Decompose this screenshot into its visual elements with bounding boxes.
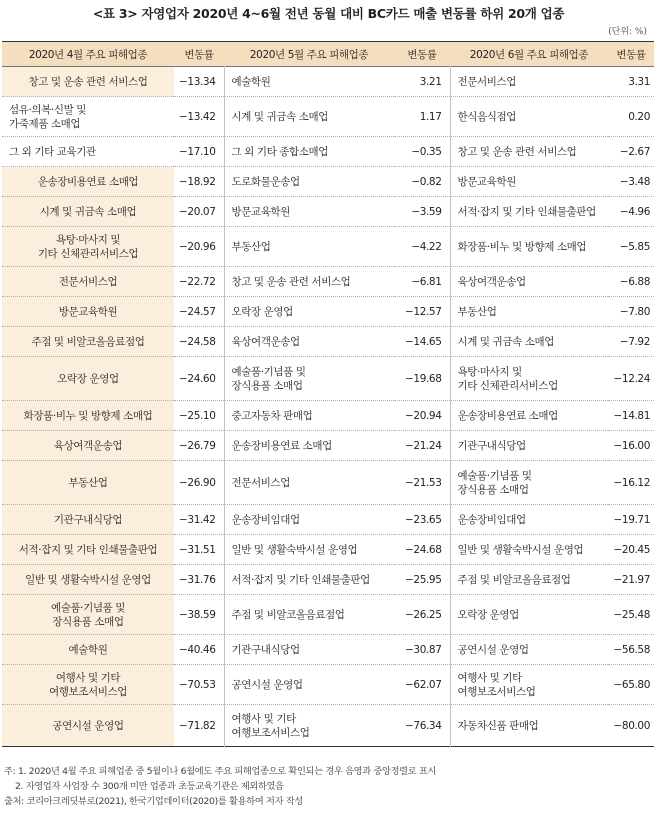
- june-industry-cell: 공연시설 운영업: [450, 635, 608, 665]
- may-industry-cell: 여행사 및 기타 여행보조서비스업: [224, 705, 394, 747]
- april-rate-cell: −20.96: [174, 227, 224, 267]
- june-industry-cell: 일반 및 생활숙박시설 운영업: [450, 535, 608, 565]
- april-industry-cell: 예술학원: [2, 635, 174, 665]
- april-rate-cell: −31.51: [174, 535, 224, 565]
- may-rate-cell: 3.21: [394, 67, 450, 97]
- april-rate-cell: −70.53: [174, 665, 224, 705]
- may-industry-cell: 전문서비스업: [224, 461, 394, 505]
- april-industry-cell: 운송장비용연료 소매업: [2, 167, 174, 197]
- table-row: [2, 461, 654, 505]
- april-rate-cell: −40.46: [174, 635, 224, 665]
- table-row: [2, 357, 654, 401]
- june-industry-cell: 운송장비임대업: [450, 505, 608, 535]
- april-industry-cell: 예술품·기념품 및 장식용품 소매업: [2, 595, 174, 635]
- april-industry-cell: 일반 및 생활숙박시설 운영업: [2, 565, 174, 595]
- april-industry-cell: 화장품·비누 및 방향제 소매업: [2, 401, 174, 431]
- june-industry-cell: 운송장비용연료 소매업: [450, 401, 608, 431]
- may-rate-cell: −6.81: [394, 267, 450, 297]
- june-rate-cell: −6.88: [608, 267, 654, 297]
- may-rate-cell: −21.24: [394, 431, 450, 461]
- may-industry-cell: 중고자동차 판매업: [224, 401, 394, 431]
- april-rate-cell: −22.72: [174, 267, 224, 297]
- april-rate-cell: −24.58: [174, 327, 224, 357]
- source-note: 출처: 코리아크레딧뷰로(2021), 한국기업데이터(2020)를 활용하여 저자 작성: [4, 796, 303, 807]
- april-industry-cell: 여행사 및 기타 여행보조서비스업: [2, 665, 174, 705]
- june-rate-cell: −14.81: [608, 401, 654, 431]
- table-row: [2, 505, 654, 535]
- june-industry-cell: 방문교육학원: [450, 167, 608, 197]
- june-rate-cell: −3.48: [608, 167, 654, 197]
- june-industry-cell: 화장품·비누 및 방향제 소매업: [450, 227, 608, 267]
- header-april-rate: 변동률: [174, 42, 224, 67]
- april-rate-cell: −13.34: [174, 67, 224, 97]
- april-rate-cell: −26.90: [174, 461, 224, 505]
- may-industry-cell: 창고 및 운송 관련 서비스업: [224, 267, 394, 297]
- table-row: [2, 327, 654, 357]
- may-rate-cell: −26.25: [394, 595, 450, 635]
- june-industry-cell: 전문서비스업: [450, 67, 608, 97]
- header-june-rate: 변동률: [608, 42, 654, 67]
- table-row: [2, 267, 654, 297]
- may-industry-cell: 부동산업: [224, 227, 394, 267]
- may-rate-cell: 1.17: [394, 97, 450, 137]
- may-rate-cell: −76.34: [394, 705, 450, 747]
- may-industry-cell: 오락장 운영업: [224, 297, 394, 327]
- may-rate-cell: −3.59: [394, 197, 450, 227]
- april-industry-cell: 방문교육학원: [2, 297, 174, 327]
- june-rate-cell: −4.96: [608, 197, 654, 227]
- may-rate-cell: −25.95: [394, 565, 450, 595]
- june-rate-cell: −5.85: [608, 227, 654, 267]
- april-industry-cell: 그 외 기타 교육기관: [2, 137, 174, 167]
- may-industry-cell: 예술품·기념품 및 장식용품 소매업: [224, 357, 394, 401]
- june-industry-cell: 기관구내식당업: [450, 431, 608, 461]
- may-industry-cell: 그 외 기타 종합소매업: [224, 137, 394, 167]
- june-rate-cell: −25.48: [608, 595, 654, 635]
- may-industry-cell: 방문교육학원: [224, 197, 394, 227]
- april-industry-cell: 기관구내식당업: [2, 505, 174, 535]
- may-industry-cell: 공연시설 운영업: [224, 665, 394, 705]
- april-rate-cell: −24.57: [174, 297, 224, 327]
- may-rate-cell: −23.65: [394, 505, 450, 535]
- may-industry-cell: 운송장비임대업: [224, 505, 394, 535]
- june-rate-cell: 0.20: [608, 97, 654, 137]
- april-industry-cell: 공연시설 운영업: [2, 705, 174, 747]
- may-rate-cell: −0.82: [394, 167, 450, 197]
- may-industry-cell: 주점 및 비알코올음료점업: [224, 595, 394, 635]
- unit-label: (단위: %): [608, 27, 647, 37]
- june-rate-cell: −56.58: [608, 635, 654, 665]
- june-rate-cell: −2.67: [608, 137, 654, 167]
- june-industry-cell: 자동차신품 판매업: [450, 705, 608, 747]
- may-industry-cell: 시계 및 귀금속 소매업: [224, 97, 394, 137]
- june-industry-cell: 서적·잡지 및 기타 인쇄물출판업: [450, 197, 608, 227]
- april-rate-cell: −13.42: [174, 97, 224, 137]
- june-industry-cell: 시계 및 귀금속 소매업: [450, 327, 608, 357]
- may-rate-cell: −12.57: [394, 297, 450, 327]
- table-row: [2, 67, 654, 97]
- april-industry-cell: 시계 및 귀금속 소매업: [2, 197, 174, 227]
- june-industry-cell: 예술품·기념품 및 장식용품 소매업: [450, 461, 608, 505]
- may-rate-cell: −4.22: [394, 227, 450, 267]
- may-industry-cell: 육상여객운송업: [224, 327, 394, 357]
- june-industry-cell: 한식음식점업: [450, 97, 608, 137]
- table-row: [2, 565, 654, 595]
- table-row: [2, 137, 654, 167]
- may-rate-cell: −14.65: [394, 327, 450, 357]
- table-row: [2, 227, 654, 267]
- june-industry-cell: 주점 및 비알코올음료점업: [450, 565, 608, 595]
- may-rate-cell: −0.35: [394, 137, 450, 167]
- header-may-industry: 2020년 5월 주요 피해업종: [224, 42, 394, 67]
- april-industry-cell: 서적·잡지 및 기타 인쇄물출판업: [2, 535, 174, 565]
- may-rate-cell: −21.53: [394, 461, 450, 505]
- damage-industry-table: [2, 41, 654, 747]
- may-rate-cell: −19.68: [394, 357, 450, 401]
- april-rate-cell: −18.92: [174, 167, 224, 197]
- note-2: 2. 자영업자 사업장 수 300개 미만 업종과 초등교육기관은 제외하였음: [15, 781, 284, 792]
- header-april-industry: 2020년 4월 주요 피해업종: [2, 42, 174, 67]
- may-industry-cell: 운송장비용연료 소매업: [224, 431, 394, 461]
- june-industry-cell: 부동산업: [450, 297, 608, 327]
- april-rate-cell: −26.79: [174, 431, 224, 461]
- table-row: [2, 401, 654, 431]
- april-industry-cell: 오락장 운영업: [2, 357, 174, 401]
- june-rate-cell: −19.71: [608, 505, 654, 535]
- june-rate-cell: −12.24: [608, 357, 654, 401]
- table-row: [2, 595, 654, 635]
- table-row: [2, 705, 654, 747]
- june-rate-cell: −21.97: [608, 565, 654, 595]
- april-industry-cell: 섬유·의복·신발 및 가죽제품 소매업: [2, 97, 174, 137]
- table-row: [2, 197, 654, 227]
- may-industry-cell: 도로화물운송업: [224, 167, 394, 197]
- may-rate-cell: −62.07: [394, 665, 450, 705]
- april-industry-cell: 욕탕·마사지 및 기타 신체관리서비스업: [2, 227, 174, 267]
- header-june-industry: 2020년 6월 주요 피해업종: [450, 42, 608, 67]
- april-industry-cell: 주점 및 비알코올음료점업: [2, 327, 174, 357]
- april-rate-cell: −17.10: [174, 137, 224, 167]
- table-notes: [4, 764, 654, 809]
- april-rate-cell: −31.76: [174, 565, 224, 595]
- june-rate-cell: −7.80: [608, 297, 654, 327]
- june-industry-cell: 창고 및 운송 관련 서비스업: [450, 137, 608, 167]
- june-rate-cell: −20.45: [608, 535, 654, 565]
- june-rate-cell: −65.80: [608, 665, 654, 705]
- table-title: <표 3> 자영업자 2020년 4~6월 전년 동월 대비 BC카드 매출 변동률 하위 20개 업종: [92, 6, 565, 21]
- may-rate-cell: −30.87: [394, 635, 450, 665]
- june-industry-cell: 욕탕·마사지 및 기타 신체관리서비스업: [450, 357, 608, 401]
- table-row: [2, 297, 654, 327]
- april-industry-cell: 창고 및 운송 관련 서비스업: [2, 67, 174, 97]
- may-industry-cell: 서적·잡지 및 기타 인쇄물출판업: [224, 565, 394, 595]
- table-row: [2, 535, 654, 565]
- may-industry-cell: 예술학원: [224, 67, 394, 97]
- april-rate-cell: −38.59: [174, 595, 224, 635]
- april-rate-cell: −25.10: [174, 401, 224, 431]
- april-industry-cell: 육상여객운송업: [2, 431, 174, 461]
- april-industry-cell: 전문서비스업: [2, 267, 174, 297]
- april-rate-cell: −24.60: [174, 357, 224, 401]
- table-row: [2, 665, 654, 705]
- may-rate-cell: −24.68: [394, 535, 450, 565]
- table-row: [2, 167, 654, 197]
- june-rate-cell: −16.00: [608, 431, 654, 461]
- june-rate-cell: 3.31: [608, 67, 654, 97]
- june-rate-cell: −16.12: [608, 461, 654, 505]
- header-may-rate: 변동률: [394, 42, 450, 67]
- june-industry-cell: 여행사 및 기타 여행보조서비스업: [450, 665, 608, 705]
- table-row: [2, 97, 654, 137]
- april-rate-cell: −31.42: [174, 505, 224, 535]
- table-header-row: [2, 42, 654, 67]
- may-industry-cell: 일반 및 생활숙박시설 운영업: [224, 535, 394, 565]
- note-1: 주: 1. 2020년 4월 주요 피해업종 중 5월이나 6월에도 주요 피해업종으로 확인되는 경우 음영과 중앙정렬로 표시: [4, 766, 437, 777]
- table-row: [2, 635, 654, 665]
- april-rate-cell: −71.82: [174, 705, 224, 747]
- june-rate-cell: −7.92: [608, 327, 654, 357]
- june-industry-cell: 육상여객운송업: [450, 267, 608, 297]
- table-row: [2, 431, 654, 461]
- may-rate-cell: −20.94: [394, 401, 450, 431]
- may-industry-cell: 기관구내식당업: [224, 635, 394, 665]
- april-industry-cell: 부동산업: [2, 461, 174, 505]
- june-rate-cell: −80.00: [608, 705, 654, 747]
- june-industry-cell: 오락장 운영업: [450, 595, 608, 635]
- april-rate-cell: −20.07: [174, 197, 224, 227]
